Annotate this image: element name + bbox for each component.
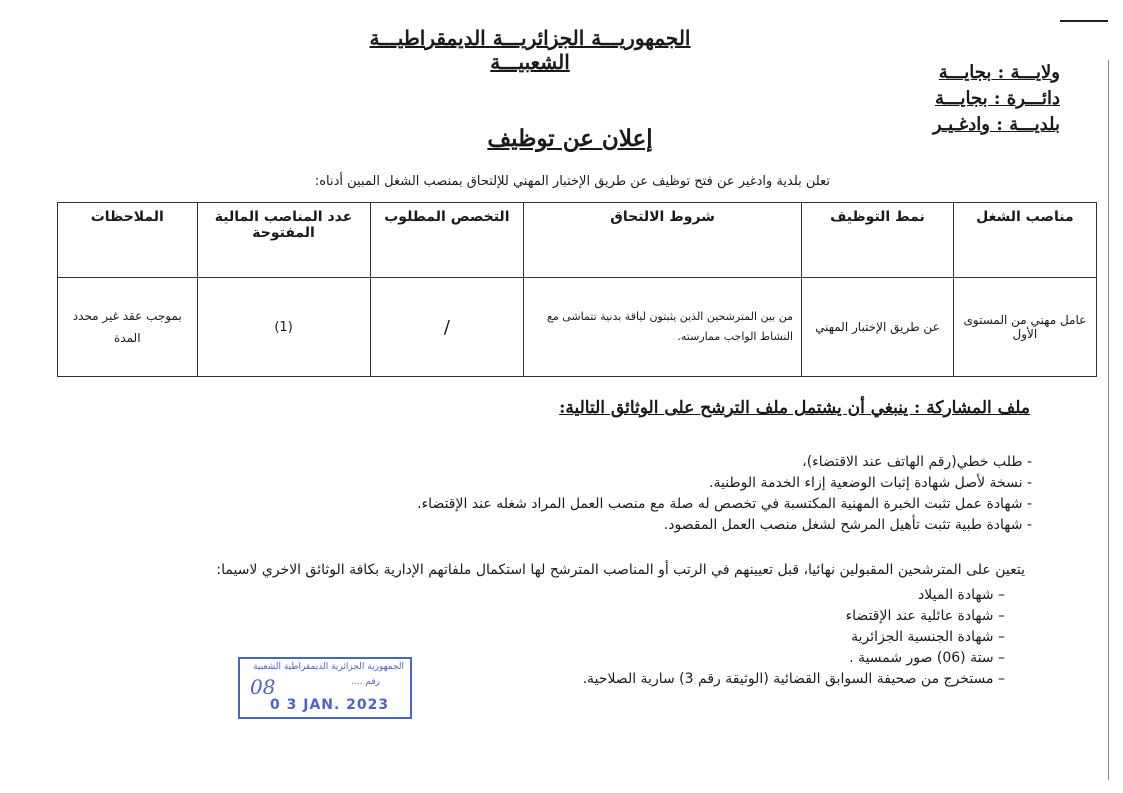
jobs-table: [57, 202, 1097, 377]
header-specialty: التخصص المطلوب: [370, 203, 524, 278]
list-item: - نسخة لأصل شهادة إثبات الوضعية إزاء الخدمة الوطنية.: [709, 475, 1032, 491]
list-item: - شهادة عمل تثبت الخبرة المهنية المكتسبة في تخصص له صلة مع منصب العمل المراد شغله عند الإقتضاء.: [417, 496, 1032, 512]
header-notes: الملاحظات: [58, 203, 198, 278]
list-item: - طلب خطي(رقم الهاتف عند الاقتضاء)،: [802, 454, 1032, 470]
scan-edge-line: [1108, 60, 1109, 780]
header-count: عدد المناصب المالية المفتوحة: [197, 203, 370, 278]
table-row: [58, 278, 1097, 377]
announcement-title: إعلان عن توظيف: [487, 125, 653, 152]
stamp-date: 0 3 JAN. 2023: [270, 697, 390, 713]
section-label: ملف المشاركة: [926, 398, 1030, 418]
list-item: – مستخرج من صحيفة السوابق القضائية (الوثيقة رقم 3) سارية الصلاحية.: [582, 671, 1005, 687]
list-item: – شهادة عائلية عند الإقتضاء: [845, 608, 1005, 624]
daira-label: دائـــرة : بجايـــة: [935, 88, 1060, 109]
list-item: – شهادة الميلاد: [918, 587, 1005, 603]
final-documents-list: [520, 585, 1005, 690]
top-right-rule: [1060, 20, 1108, 22]
final-intro-text: يتعين على المترشحين المقبولين نهائيا، قبل تعيينهم في الرتب أو المناصب المترشح لها استكمال ملفاتهم الإدارية بكافة الوثائق الاخري لاسيما:: [216, 562, 1025, 578]
section-title: [540, 398, 1030, 418]
cell-specialty: /: [370, 278, 524, 377]
section-heading: : ينبغي أن يشتمل ملف الترشح على الوثائق التالية:: [559, 398, 921, 418]
wilaya-label: ولايـــة : بجايـــة: [938, 62, 1060, 83]
list-item: – ستة (06) صور شمسية .: [849, 650, 1005, 666]
required-documents-list: [300, 452, 1032, 536]
stamp-handwritten-number: 08: [250, 675, 276, 699]
republic-header: الجمهوريـــة الجزائريـــة الديمقراطيـــة الشعبيـــة: [369, 26, 691, 74]
commune-label: بلديـــة : وادغـيـر: [932, 114, 1060, 135]
list-item: - شهادة طبية تثبت تأهيل المرشح لشغل منصب العمل المقصود.: [663, 517, 1032, 533]
cell-notes: بموجب عقد غير محدد المدة: [58, 278, 198, 377]
intro-text: تعلن بلدية وادغير عن فتح توظيف عن طريق الإختبار المهني للإلتحاق بمنصب الشغل المبين أدناه:: [314, 174, 830, 189]
cell-conditions: من بين المترشحين الذين يثبتون لياقة بدنية تتماشى مع النشاط الواجب ممارسته.: [524, 278, 802, 377]
table-header-row: [58, 203, 1097, 278]
reception-stamp: [238, 657, 412, 719]
cell-post: عامل مهني من المستوى الأول: [953, 278, 1096, 377]
cell-mode: عن طريق الإختبار المهني: [802, 278, 954, 377]
list-item: – شهادة الجنسية الجزائرية: [851, 629, 1005, 645]
header-mode: نمط التوظيف: [802, 203, 954, 278]
stamp-heading: الجمهورية الجزائرية الديمقراطية الشعبية: [253, 662, 404, 672]
header-posts: مناصب الشغل: [953, 203, 1096, 278]
stamp-number-label: رقم ....: [351, 677, 380, 687]
cell-count: (1): [197, 278, 370, 377]
header-conditions: شروط الالتحاق: [524, 203, 802, 278]
